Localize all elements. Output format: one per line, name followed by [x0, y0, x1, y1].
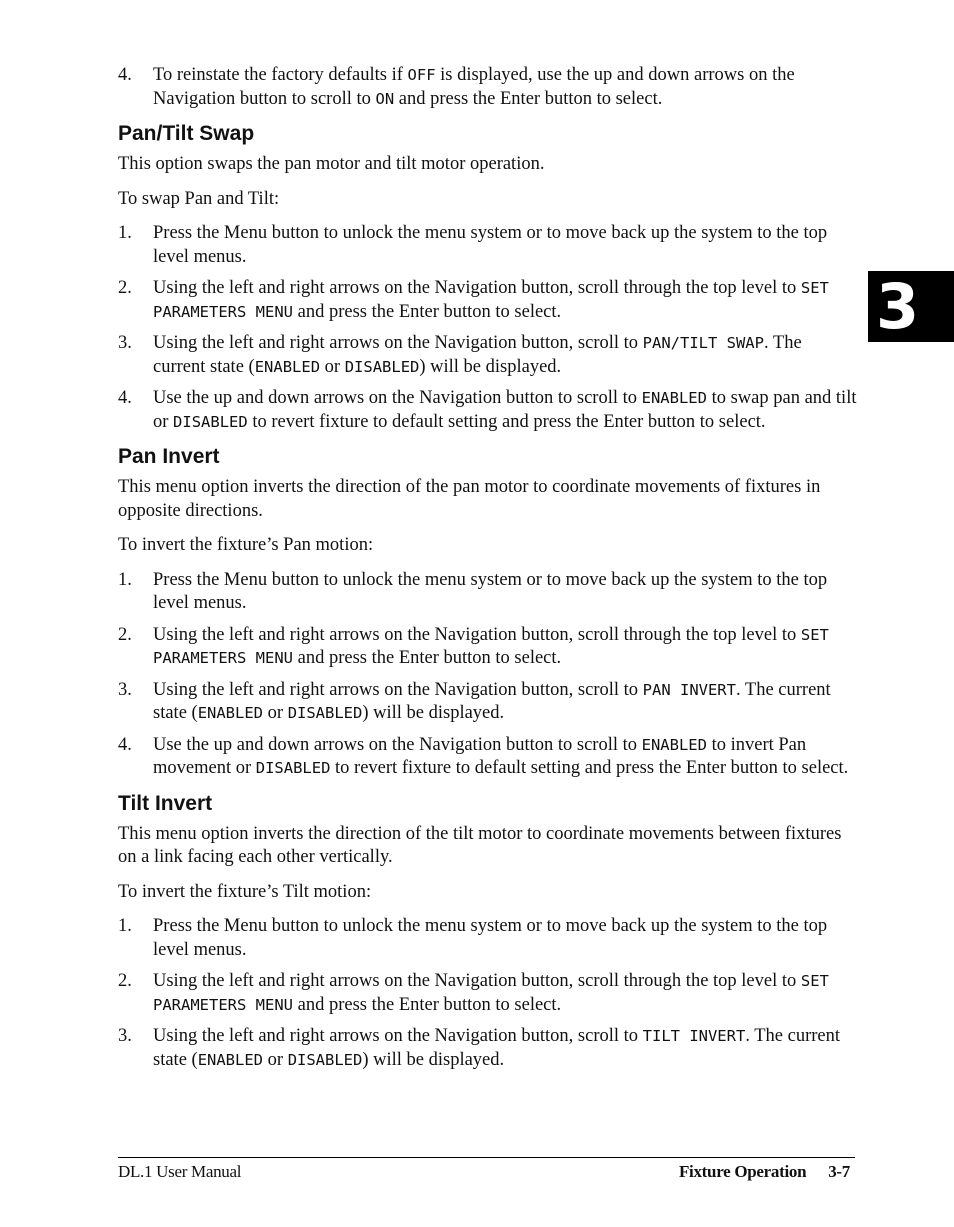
- step-number: 1.: [118, 223, 132, 243]
- step-number: 2.: [118, 278, 132, 298]
- menu-code: SET PARAMETERS MENU: [153, 625, 829, 667]
- list-item: [118, 387, 858, 434]
- list-item: [118, 569, 858, 616]
- step-number: 3.: [118, 1026, 132, 1046]
- step-text: Using the left and right arrows on the Navigation button, scroll through the top level to: [153, 278, 801, 298]
- step-text: Press the Menu button to unlock the menu system or to move back up the system to the top level menus.: [153, 569, 828, 613]
- list-item: [118, 332, 858, 379]
- step-text: and press the Enter button to select.: [292, 301, 562, 322]
- footer-section-title: Fixture Operation: [678, 1162, 807, 1181]
- list-item: [118, 915, 858, 962]
- menu-code: ENABLED: [641, 389, 707, 407]
- step-text: Press the Menu button to unlock the menu system or to move back up the system to the top level menus.: [153, 223, 828, 267]
- section-heading: Pan Invert: [118, 445, 220, 468]
- list-item: [118, 679, 858, 726]
- step-text: is displayed, use the up and down arrows on the Navigation button to scroll to: [153, 65, 795, 109]
- step-text: . The current state (: [153, 1026, 840, 1070]
- page-content: [118, 64, 858, 1080]
- step-text: ) will be displayed.: [362, 1049, 505, 1070]
- menu-code: ENABLED: [197, 704, 264, 722]
- intro-list: [118, 64, 858, 111]
- footer-divider: [118, 1157, 855, 1158]
- step-text: and press the Enter button to select.: [292, 994, 562, 1015]
- procedure-intro: To invert the fixture’s Tilt motion:: [118, 881, 372, 902]
- step-text: . The current state (: [153, 679, 831, 723]
- list-item: [118, 277, 858, 324]
- section-pan-tilt-swap: [118, 121, 858, 434]
- step-number: 2.: [118, 971, 132, 991]
- step-text: Use the up and down arrows on the Navigation button to scroll to: [153, 388, 642, 408]
- step-number: 2.: [118, 624, 132, 645]
- step-number: 4.: [118, 388, 132, 408]
- menu-code: PAN INVERT: [642, 680, 736, 699]
- section-heading: Tilt Invert: [118, 791, 213, 815]
- step-text: to swap pan and tilt or: [153, 388, 857, 432]
- menu-code: DISABLED: [173, 412, 248, 431]
- step-text: and press the Enter button to select.: [394, 88, 663, 109]
- menu-code: DISABLED: [255, 759, 331, 777]
- step-text: . The current state (: [153, 333, 802, 377]
- procedure-list: [118, 915, 858, 1072]
- list-item: [118, 734, 858, 781]
- list-item: [118, 64, 858, 111]
- section-tilt-invert: [118, 791, 858, 1073]
- procedure-intro: To invert the fixture’s Pan motion:: [118, 535, 374, 555]
- step-text: Using the left and right arrows on the Navigation button, scroll through the top level to: [153, 971, 801, 991]
- menu-code: SET PARAMETERS MENU: [153, 279, 829, 321]
- menu-code: SET PARAMETERS MENU: [153, 972, 829, 1014]
- menu-code: ENABLED: [641, 735, 707, 754]
- procedure-list: [118, 569, 858, 781]
- menu-code: TILT INVERT: [642, 1027, 746, 1045]
- step-text: or: [320, 356, 345, 377]
- step-text: Use the up and down arrows on the Navigation button to scroll to: [153, 734, 642, 755]
- menu-code: PAN/TILT SWAP: [642, 334, 764, 352]
- step-text: to invert Pan movement or: [153, 734, 807, 778]
- menu-code: ENABLED: [197, 1050, 264, 1069]
- step-text: ) will be displayed.: [362, 703, 505, 723]
- step-text: ) will be displayed.: [419, 356, 562, 377]
- step-text: Using the left and right arrows on the Navigation button, scroll to: [153, 679, 643, 700]
- section-heading: Pan/Tilt Swap: [118, 122, 255, 145]
- step-text: and press the Enter button to select.: [292, 648, 562, 668]
- menu-code: ON: [375, 89, 395, 108]
- menu-code: DISABLED: [287, 704, 363, 722]
- step-text: Using the left and right arrows on the Navigation button, scroll to: [153, 1026, 643, 1046]
- step-text: or: [263, 703, 288, 723]
- step-number: 3.: [118, 333, 132, 353]
- menu-code: DISABLED: [344, 357, 420, 376]
- list-item: [118, 1025, 858, 1072]
- step-text: to revert fixture to default setting and press the Enter button to select.: [330, 758, 849, 778]
- list-item: [118, 222, 858, 269]
- step-text: to revert fixture to default setting and press the Enter button to select.: [247, 411, 766, 432]
- footer-page-info: [679, 1162, 850, 1182]
- section-pan-invert: [118, 444, 858, 781]
- menu-code: OFF: [407, 66, 436, 84]
- step-number: 1.: [118, 569, 132, 590]
- step-text: or: [263, 1049, 288, 1070]
- chapter-tab: 3: [868, 271, 954, 342]
- step-text: Using the left and right arrows on the Navigation button, scroll through the top level to: [153, 624, 801, 645]
- step-number: 1.: [118, 916, 132, 936]
- page-number: 3-7: [828, 1162, 850, 1181]
- menu-code: DISABLED: [287, 1050, 363, 1069]
- step-number: 4.: [118, 65, 132, 85]
- list-item: [118, 970, 858, 1017]
- menu-code: ENABLED: [254, 357, 321, 376]
- step-text: To reinstate the factory defaults if: [153, 65, 408, 85]
- step-number: 4.: [118, 734, 132, 755]
- section-description: This menu option inverts the direction of the tilt motor to coordinate movements between fixtures on a link facing each other vertically.: [118, 823, 842, 867]
- section-description: This menu option inverts the direction of the pan motor to coordinate movements of fixtures in opposite directions.: [118, 477, 821, 521]
- procedure-intro: To swap Pan and Tilt:: [118, 188, 280, 209]
- step-text: Press the Menu button to unlock the menu system or to move back up the system to the top level menus.: [153, 916, 828, 960]
- step-text: Using the left and right arrows on the Navigation button, scroll to: [153, 333, 643, 353]
- list-item: [118, 624, 858, 671]
- step-number: 3.: [118, 679, 132, 700]
- procedure-list: [118, 222, 858, 434]
- section-description: This option swaps the pan motor and tilt motor operation.: [118, 154, 545, 174]
- footer-manual-title: DL.1 User Manual: [118, 1162, 242, 1181]
